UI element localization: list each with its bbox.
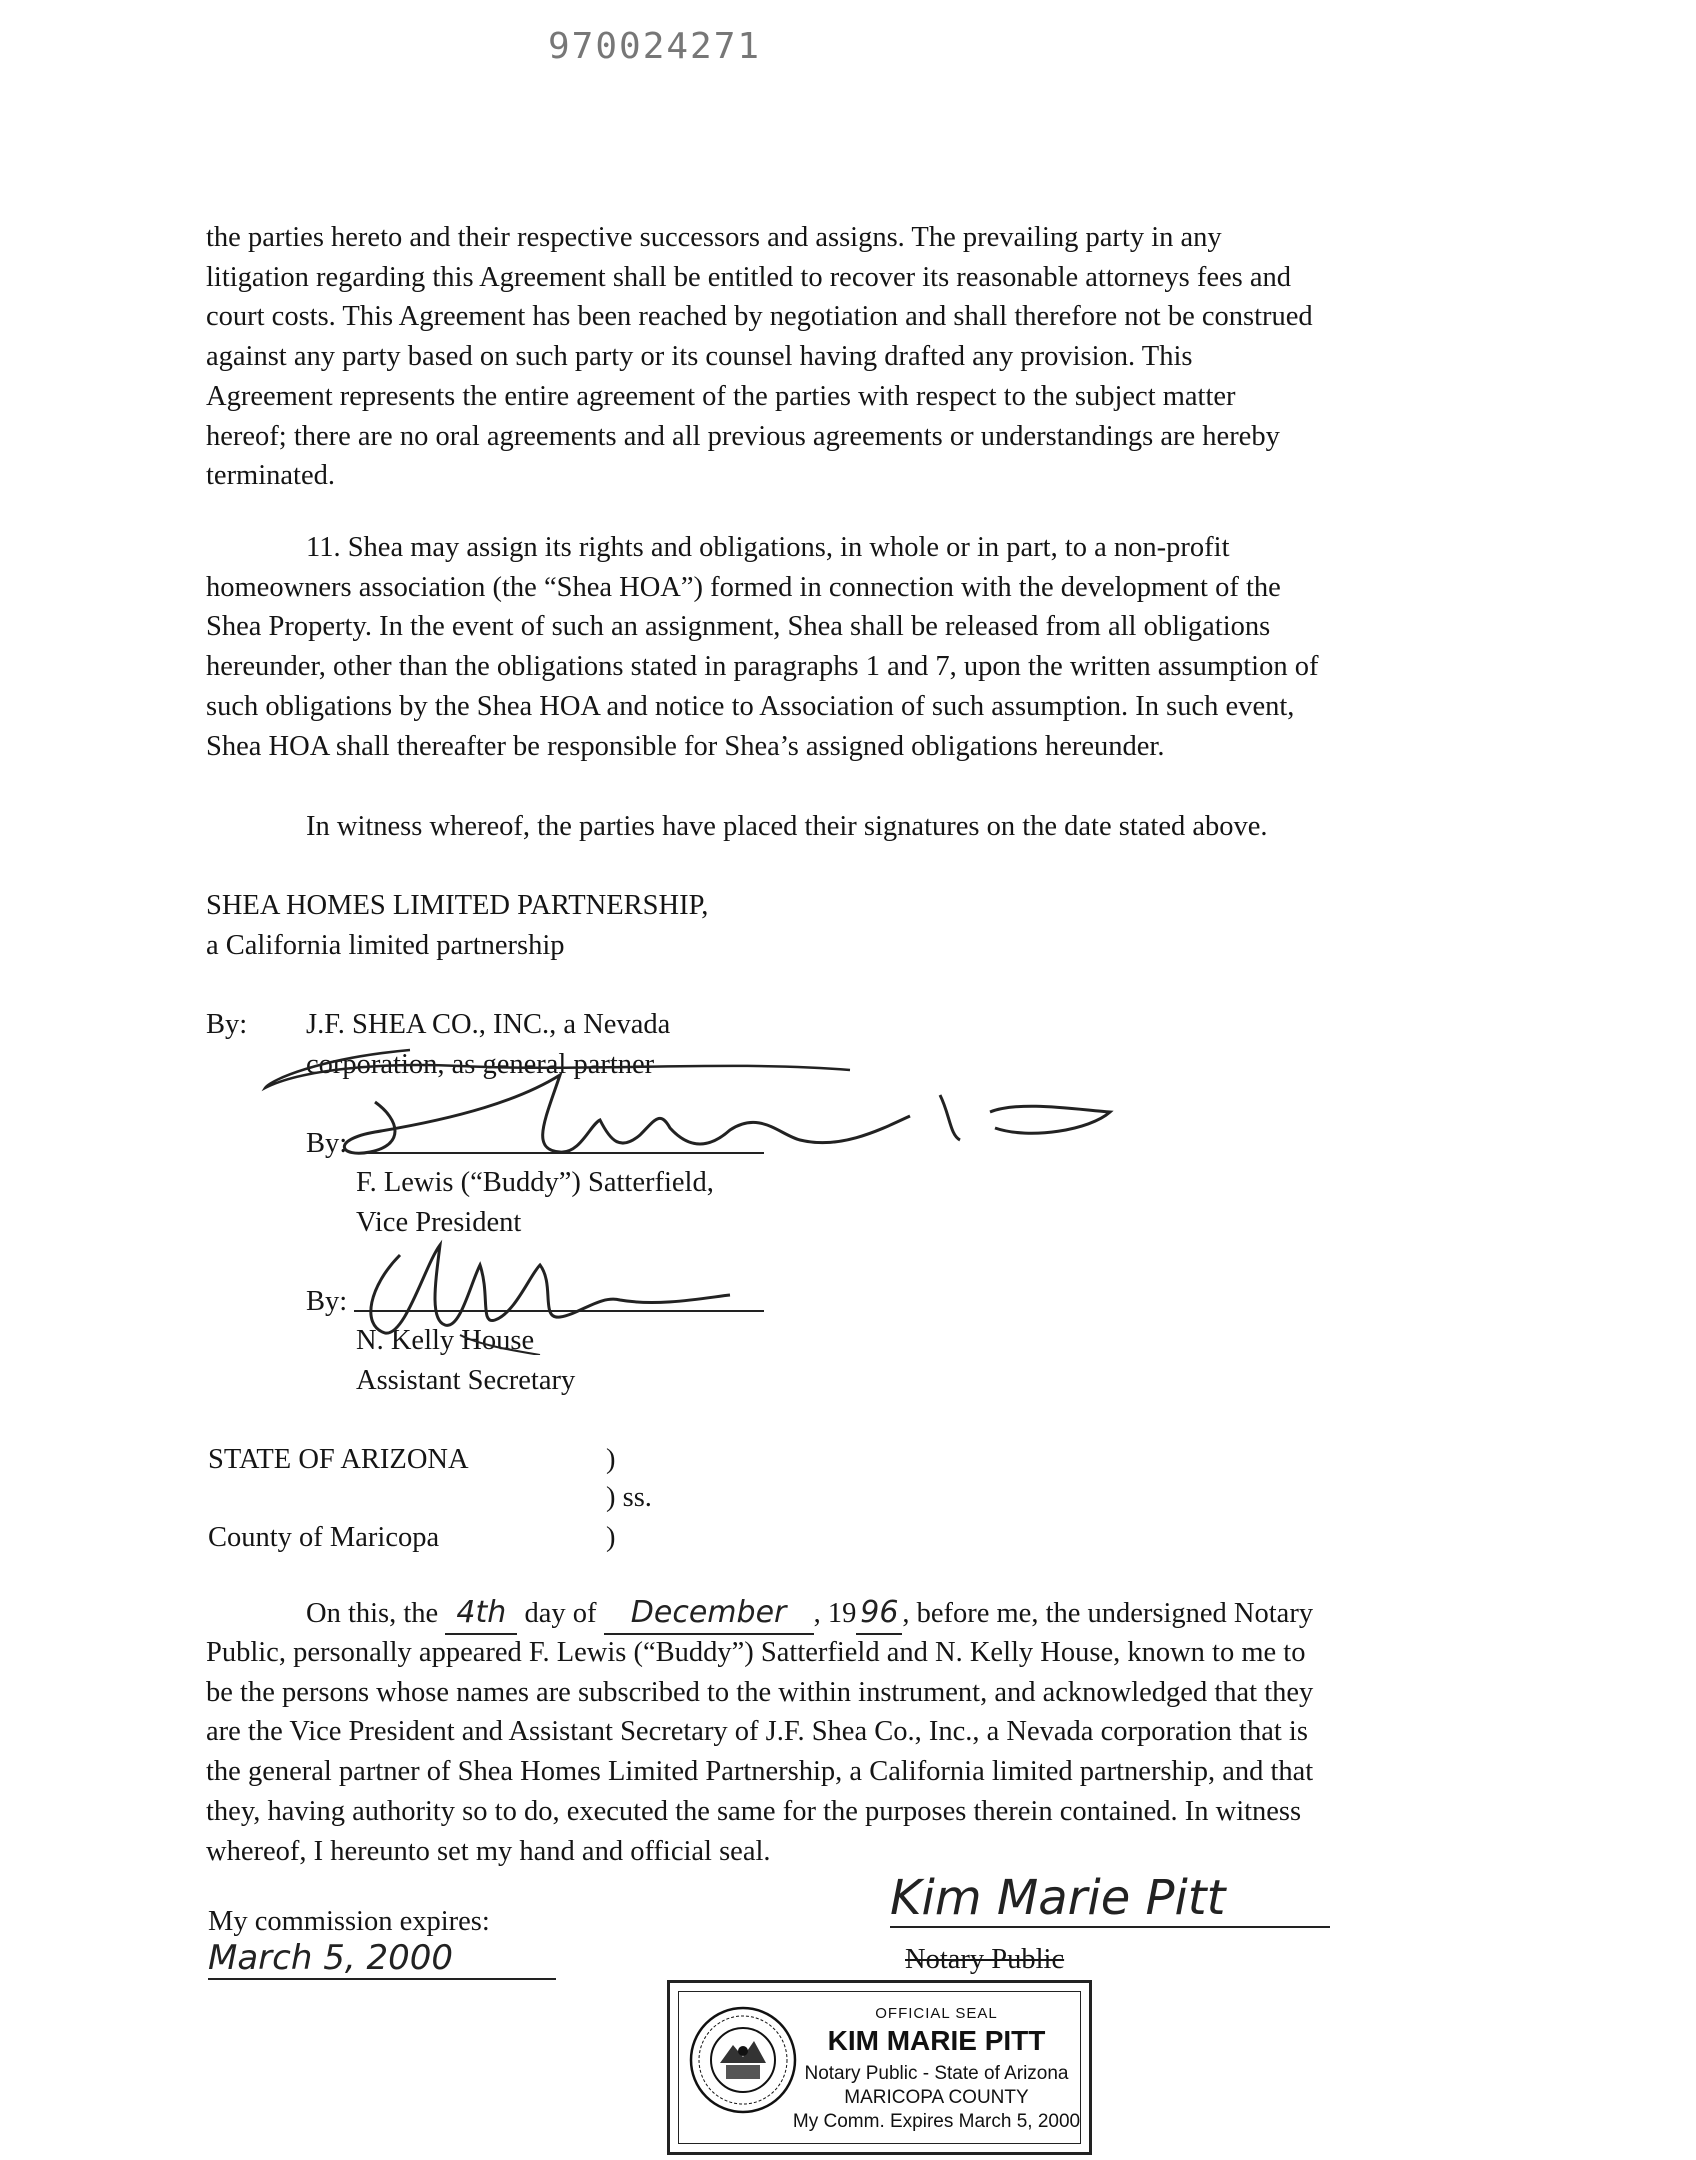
seal-notary-name: KIM MARIE PITT <box>827 2025 1046 2056</box>
document-number: 970024271 <box>548 26 762 67</box>
signer-2-by-label: By: <box>306 1286 348 1317</box>
seal-line-1: Notary Public - State of Arizona <box>804 2063 1069 2084</box>
witness-clause: In witness whereof, the parties have placed their signatures on the date stated above. <box>306 811 1268 842</box>
ack-line1-mid1: day of <box>524 1598 597 1629</box>
paragraph-line: such obligations by the Shea HOA and notice to Association of such assumption. In such event, <box>206 690 1295 722</box>
paragraph-line: 11. Shea may assign its rights and obligations, in whole or in part, to a non-profit <box>306 532 1230 563</box>
venue-county: County of Maricopa <box>208 1522 440 1553</box>
signer-2-name: N. Kelly House <box>356 1325 535 1356</box>
paragraph-line: whereof, I hereunto set my hand and official seal. <box>206 1835 771 1867</box>
venue-ss: ) ss. <box>606 1482 652 1513</box>
by-label: By: <box>206 1009 248 1040</box>
paragraph-line: Shea Property. In the event of such an assignment, Shea shall be released from all obligations <box>206 611 1271 643</box>
paragraph-line: be the persons whose names are subscribed to the within instrument, and acknowledged that they <box>206 1676 1314 1708</box>
signer-2-title: Assistant Secretary <box>356 1365 576 1396</box>
paragraph-11 <box>206 528 1516 766</box>
signer-1-by-label: By: <box>306 1128 348 1159</box>
paragraph-line: against any party based on such party or its counsel having drafted any provision. This <box>206 341 1193 373</box>
ack-line1-mid2: , 19 <box>813 1598 857 1629</box>
notary-signature: Kim Marie Pitt <box>890 1870 1330 1928</box>
paragraph-10 <box>206 218 1516 496</box>
signer-1-name: F. Lewis (“Buddy”) Satterfield, <box>356 1167 714 1198</box>
commission-label: My commission expires: <box>208 1906 490 1937</box>
satterfield-signature <box>260 1040 1120 1180</box>
paragraph-line: hereunder, other than the obligations stated in paragraphs 1 and 7, upon the written assumption of <box>206 651 1319 683</box>
signer-1-title: Vice President <box>356 1207 522 1238</box>
ack-line1-end: , before me, the undersigned Notary <box>902 1598 1314 1629</box>
notary-public-label: Notary Public <box>905 1944 1065 1975</box>
acknowledgment-body <box>206 1633 1516 1871</box>
ack-line1-start: On this, the <box>306 1598 439 1629</box>
venue-paren-bottom: ) <box>606 1522 616 1553</box>
seal-line-2: MARICOPA COUNTY <box>844 2087 1029 2108</box>
acknowledgment-first-line <box>306 1593 1313 1635</box>
general-partner-line-1: J.F. SHEA CO., INC., a Nevada <box>306 1009 671 1040</box>
paragraph-line: court costs. This Agreement has been reached by negotiation and shall therefore not be construed <box>206 301 1313 333</box>
commission-expiry-date: March 5, 2000 <box>208 1938 556 1980</box>
paragraph-line: are the Vice President and Assistant Secretary of J.F. Shea Co., Inc., a Nevada corporation that is <box>206 1716 1308 1748</box>
venue-state: STATE OF ARIZONA <box>208 1444 469 1475</box>
paragraph-line: the parties hereto and their respective successors and assigns. The prevailing party in any <box>206 222 1222 253</box>
paragraph-line: they, having authority so to do, executed the same for the purposes therein contained. In witness <box>206 1795 1302 1827</box>
paragraph-line: Agreement represents the entire agreement of the parties with respect to the subject matter <box>206 380 1236 412</box>
paragraph-line: terminated. <box>206 460 335 492</box>
general-partner-line-2: corporation, as general partner <box>306 1049 655 1080</box>
paragraph-line: litigation regarding this Agreement shall be entitled to recover its reasonable attorneys fees and <box>206 261 1292 293</box>
official-seal <box>667 1980 1092 2155</box>
paragraph-line: hereof; there are no oral agreements and all previous agreements or understandings are hereby <box>206 420 1280 452</box>
ack-year-suffix: 96 <box>856 1593 902 1635</box>
seal-line-3: My Comm. Expires March 5, 2000 <box>792 2111 1081 2132</box>
house-signature <box>330 1225 750 1355</box>
venue-paren-top: ) <box>606 1444 616 1475</box>
state-seal-icon <box>688 2005 798 2115</box>
paragraph-line: Shea HOA shall thereafter be responsible for Shea’s assigned obligations hereunder. <box>206 730 1165 762</box>
ack-month: December <box>604 1593 814 1635</box>
ack-day: 4th <box>445 1593 517 1635</box>
entity-name: SHEA HOMES LIMITED PARTNERSHIP, <box>206 890 709 921</box>
paragraph-line: Public, personally appeared F. Lewis (“Buddy”) Satterfield and N. Kelly House, known to me to <box>206 1637 1306 1668</box>
paragraph-line: homeowners association (the “Shea HOA”) formed in connection with the development of the <box>206 571 1281 603</box>
entity-type: a California limited partnership <box>206 930 565 961</box>
paragraph-line: the general partner of Shea Homes Limited Partnership, a California limited partnership, and that <box>206 1756 1314 1788</box>
seal-heading: OFFICIAL SEAL <box>875 2005 998 2022</box>
